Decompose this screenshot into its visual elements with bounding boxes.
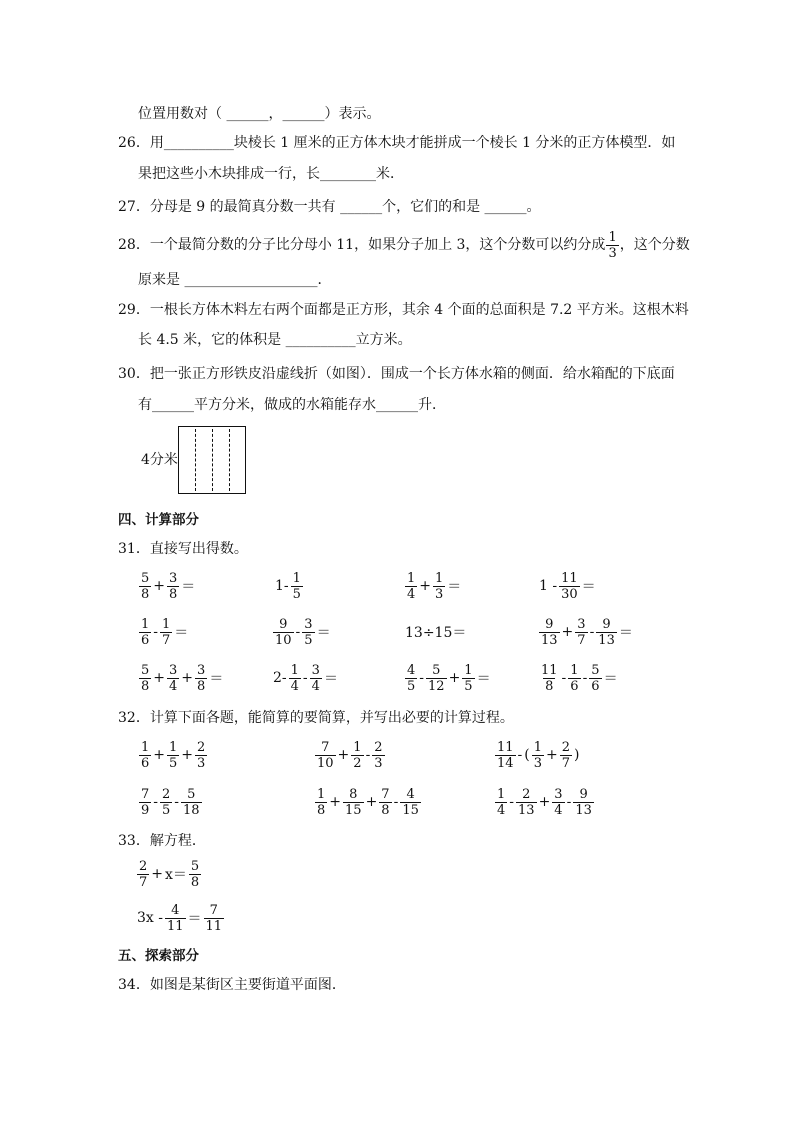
q26-line2: 果把这些小木块排成一行，长________米． xyxy=(138,166,404,182)
q30-line2: 有______平方分米，做成的水箱能存水______升． xyxy=(138,397,446,413)
q28-text-b: ，这个分数 xyxy=(619,237,690,253)
figure-label: 4分米 xyxy=(141,452,178,468)
q32-r2-a: 7 9 - 2 5 - 5 18 xyxy=(141,786,200,818)
q31-r2-d: 9 13 + $\frac{3}{7}$ - 9 13 ＝ xyxy=(541,616,633,648)
q25-tail: 位置用数对（ ______，______）表示。 xyxy=(138,106,381,122)
section-5-heading: 五、探索部分 xyxy=(118,948,199,964)
q31-r1-a: 5 8 + $\frac{3}{8}$ ＝ xyxy=(141,570,196,602)
q33-equation-2: 3x - 4 11 ＝ 7 11 xyxy=(137,902,223,934)
q33-title: 33．解方程． xyxy=(118,833,206,849)
q32-r2-c: 1 4 - 2 13 + $\frac{3}{4}$ - 9 13 xyxy=(497,786,592,818)
q28-text-a: 28．一个最简分数的分子比分母小 11，如果分子加上 3，这个分数可以约分成 xyxy=(118,237,606,253)
square-sheet-figure xyxy=(178,426,246,494)
q31-r1-b: 1- 1 5 xyxy=(275,570,301,602)
q28-line1 xyxy=(118,228,690,262)
q31-r2-c: 13÷15＝ xyxy=(405,625,467,641)
q28-line2: 原来是 ___________________． xyxy=(138,272,332,288)
q31-r1-c: 1 4 + $\frac{1}{3}$ ＝ xyxy=(407,570,462,602)
fold-line-1 xyxy=(195,429,196,491)
q31-r3-b: 2- 1 4 - 3 4 ＝ xyxy=(273,662,338,694)
q32-r1-b: 7 10 + $\frac{1}{2}$ - 2 3 xyxy=(317,739,383,771)
q27: 27．分母是 9 的最简真分数一共有 ______个，它们的和是 ______。 xyxy=(118,199,541,215)
q32-r1-a: 1 6 + $\frac{1}{5}$ + $\frac{2}{3}$ xyxy=(141,739,206,771)
q29-line2: 长 4.5 米，它的体积是 __________立方米。 xyxy=(138,332,412,348)
q32-r2-b: 1 8 + $\frac{8}{15}$ + $\frac{7}{8}$ - 4 15 xyxy=(317,786,419,818)
section-4-heading: 四、计算部分 xyxy=(118,512,199,528)
q31-r2-a: 1 6 - 1 7 ＝ xyxy=(141,616,189,648)
fold-line-2 xyxy=(212,429,213,491)
q33-equation-1: 2 7 + x＝ 5 8 xyxy=(139,858,200,890)
q34: 34．如图是某街区主要街道平面图． xyxy=(118,977,346,993)
q31-r3-a: 5 8 + $\frac{3}{4}$ + $\frac{3}{8}$ ＝ xyxy=(141,662,224,694)
q31-r2-b: 9 10 - 3 5 ＝ xyxy=(275,616,331,648)
q31-r3-c: 4 5 - 5 12 + $\frac{1}{5}$ ＝ xyxy=(407,662,491,694)
q31-title: 31．直接写出得数。 xyxy=(118,541,248,557)
q32-r1-c: 11 14 - ( 1 3 + $\frac{2}{7}$ ) xyxy=(497,739,580,771)
q28-fraction: 1 3 xyxy=(608,229,617,261)
q31-r3-d: 11 8 - 1 6 - 5 6 ＝ xyxy=(541,662,618,694)
q30-line1: 30．把一张正方形铁皮沿虚线折（如图）．围成一个长方体水箱的侧面．给水箱配的下底面 xyxy=(118,366,675,382)
q31-r1-d: 1 - 11 30 ＝ xyxy=(539,570,596,602)
q29-line1: 29．一根长方体木料左右两个面都是正方形，其余 4 个面的总面积是 7.2 平方米。这根木料 xyxy=(118,302,689,318)
q26-line1: 26．用__________块棱长 1 厘米的正方体木块才能拼成一个棱长 1 分米的正方体模型．如 xyxy=(118,135,676,151)
fold-line-3 xyxy=(229,429,230,491)
q32-title: 32．计算下面各题，能简算的要简算，并写出必要的计算过程。 xyxy=(118,710,514,726)
